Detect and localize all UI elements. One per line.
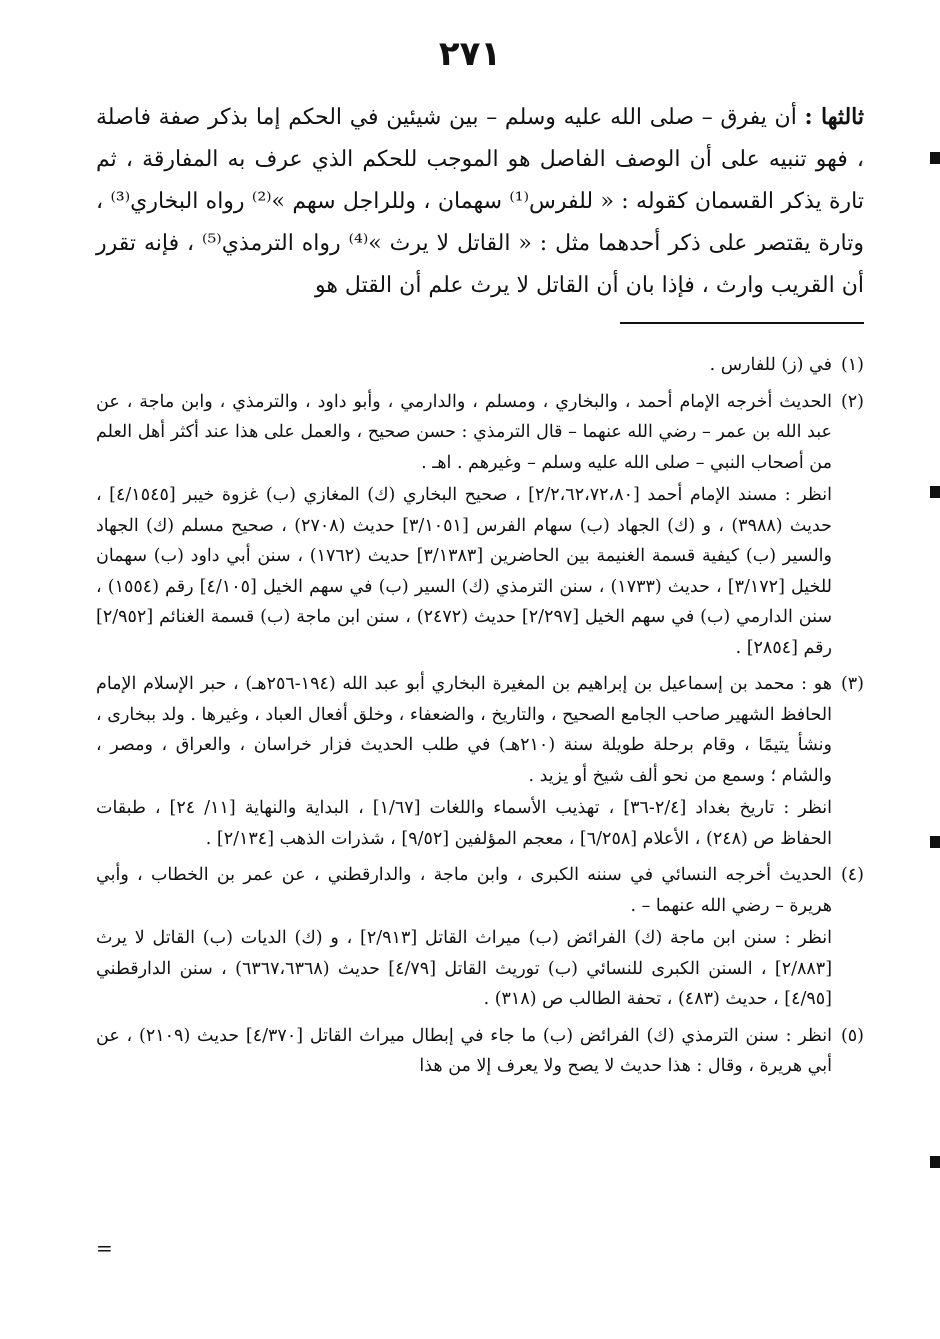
continuation-mark: = (96, 1236, 113, 1260)
footnote-number: (٤) (840, 865, 864, 885)
footnote-reference: انظر : سنن ابن ماجة (ك) الفرائض (ب) ميراث القاتل [٢/٩١٣] ، و (ك) الديات (ب) القاتل لا يرث [٢/٨٨٣] ، السنن الكبرى للنسائي (ب) توريث القاتل [٤/٧٩] حديث (٦٣٦٧،٦٣٦٨) ، سنن الدارقطني [٤/٩٥] ، حديث (٤٨٣) ، تحفة الطالب ص (٣١٨) . (96, 928, 833, 1009)
footnote-number: (١) (840, 355, 864, 375)
footnotes (96, 350, 864, 1088)
footnote-3 (96, 669, 864, 854)
scan-edge-mark (930, 486, 940, 498)
footnote-number: (٣) (840, 674, 864, 694)
footnote-number: (٢) (840, 391, 864, 412)
footnote-reference: انظر : تاريخ بغداد [٢/٤-٣٦] ، تهذيب الأسماء واللغات [١/٦٧] ، البداية والنهاية [١١/ ٢٤] ، طبقات الحفاظ ص (٢٤٨) ، الأعلام [٦/٢٥٨] ، معجم المؤلفين [٩/٥٢] ، شذرات الذهب [٢/١٣٤] . (96, 798, 832, 849)
scan-edge-mark (930, 1156, 940, 1168)
scan-edge-mark (930, 836, 940, 848)
scan-edge-mark (930, 152, 940, 164)
footnote-reference: انظر : مسند الإمام أحمد [٢/٢،٦٢،٧٢،٨٠] ، صحيح البخاري (ك) المغازي (ب) غزوة خيبر [٤/١٥٤٥] ، حديث (٣٩٨٨) ، و (ك) الجهاد (ب) سهام الفرس [٣/١٠٥١] حديث (٢٧٠٨) ، صحيح مسلم (ك) الجهاد والسير (ب) كيفية قسمة الغنيمة بين الحاضرين [٣/١٣٨٣] حديث (١٧٦٢) ، سنن أبي داود (ب) سهمان للخيل [٣/١٧٢] ، حديث (١٧٣٣) ، سنن الترمذي (ك) السير (ب) في سهم الخيل [٤/١٠٥] رقم (١٥٥٤) ، سنن الدارمي (ب) في سهم الخيل [٢/٢٩٧] حديث (٢٤٧٢) ، سنن ابن ماجة (ب) قسمة الغنائم [٢/٩٥٢] رقم [٢٨٥٤] . (96, 485, 833, 658)
main-paragraph (96, 96, 864, 307)
footnote-4 (96, 860, 864, 1015)
footnote-text: الحديث أخرجه النسائي في سننه الكبرى ، وابن ماجة ، والدارقطني ، عن عمر بن الخطاب ، وأبي هريرة – رضي الله عنهما – . (96, 865, 832, 916)
section-lead: ثالثها : (804, 104, 865, 130)
page-number: ٢٧١ (438, 34, 502, 74)
footnote-5 (96, 1021, 864, 1082)
footnote-text: في (ز) للفارس . (709, 355, 832, 375)
footnote-text: انظر : سنن الترمذي (ك) الفرائض (ب) ما جاء في إبطال ميراث القاتل [٤/٣٧٠] حديث (٢١٠٩) ، عن أبي هريرة ، وقال : هذا حديث لا يصح ولا يعرف إلا من هذا (96, 1025, 833, 1076)
footnote-text: الحديث أخرجه الإمام أحمد ، والبخاري ، ومسلم ، والدارمي ، وأبو داود ، والترمذي ، وابن ماجة ، عن عبد الله بن عمر – رضي الله عنهما – قال الترمذي : حسن صحيح ، والعمل على هذا عند أكثر أهل العلم من أصحاب النبي – صلى الله عليه وسلم – وغيرهم . اهـ . (96, 391, 832, 473)
footnote-number: (٥) (840, 1025, 864, 1046)
main-paragraph-text: أن يفرق – صلى الله عليه وسلم – بين شيئين في الحكم إما بذكر صفة فاصلة ، فهو تنبيه على أن الوصف الفاصل هو الموجب للحكم الذي عرف به المفارقة ، ثم تارة يذكر القسمان كقوله : « للفرس⁽¹⁾ سهمان ، وللراجل سهم »⁽²⁾ رواه البخاري⁽³⁾ ، وتارة يقتصر على ذكر أحدهما مثل : « القاتل لا يرث »⁽⁴⁾ رواه الترمذي⁽⁵⁾ ، فإنه تقرر أن القريب وارث ، فإذا بان أن القاتل لا يرث علم أن القتل هو (96, 105, 865, 298)
footnote-text: هو : محمد بن إسماعيل بن إبراهيم بن المغيرة البخاري أبو عبد الله (١٩٤-٢٥٦هـ) ، حبر الإسلام الإمام الحافظ الشهير صاحب الجامع الصحيح ، والتاريخ ، والضعفاء ، وخلق أفعال العباد ، وغيرها . ولد ببخارى ، ونشأ يتيمًا ، وقام برحلة طويلة سنة (٢١٠هـ) في طلب الحديث فزار خراسان ، والعراق ، ومصر ، والشام ؛ وسمع من نحو ألف شيخ أو يزيد . (96, 674, 833, 786)
main-text (96, 96, 864, 307)
footnote-1 (96, 350, 864, 381)
footnote-2 (96, 387, 864, 664)
footnote-separator (620, 322, 864, 324)
